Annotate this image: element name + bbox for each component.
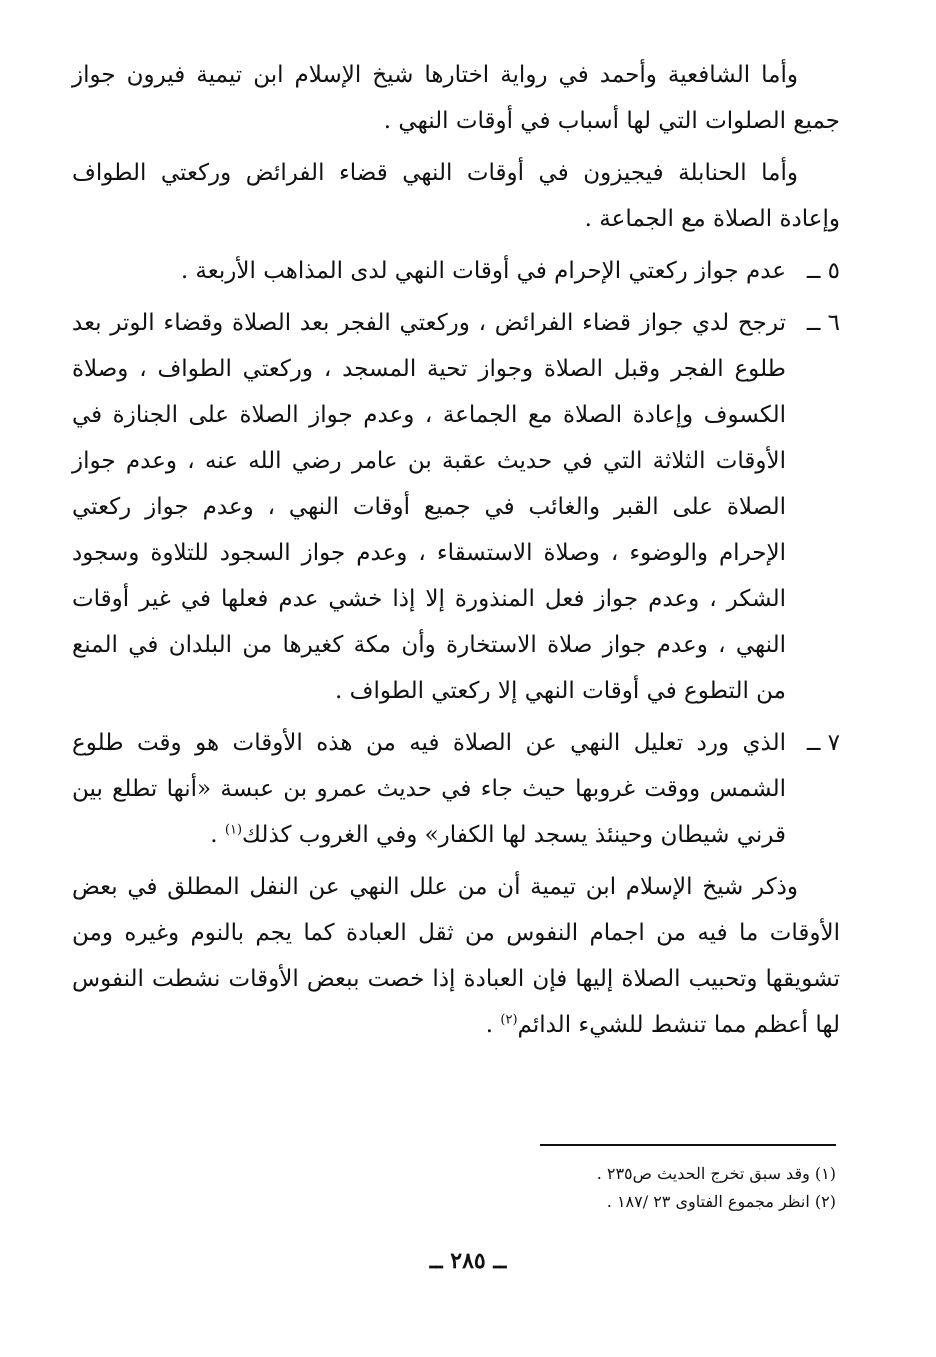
list-item-text: الذي ورد تعليل النهي عن الصلاة فيه من هذه الأوقات هو وقت طلوع الشمس ووقت غروبها حيث جاء في حديث عمرو بن عبسة «أنها تطلع بين قرني شيطان وحينئذ يسجد لها الكفار» وفي الغروب كذلك <box>72 730 786 848</box>
list-item-tail: . <box>210 822 225 848</box>
list-item-7 <box>72 720 840 858</box>
paragraph-closing <box>72 864 840 1048</box>
list-item-number: ٥ ــ <box>806 258 840 284</box>
list-item-text: عدم جواز ركعتي الإحرام في أوقات النهي لدى المذاهب الأربعة . <box>180 258 786 284</box>
page-number: ــ ٢٨٥ ــ <box>429 1248 507 1274</box>
list-item-5 <box>72 248 840 294</box>
list-item-text: ترجح لدي جواز قضاء الفرائض ، وركعتي الفجر بعد الصلاة وقضاء الوتر بعد طلوع الفجر وقبل الصلاة وجواز تحية المسجد ، وركعتي الطواف ، وصلاة الكسوف وإعادة الصلاة مع الجماعة ، وعدم جواز الصلاة على الجنازة في الأوقات الثلاثة التي في حديث عقبة بن عامر رضي الله عنه ، وعدم جواز الصلاة على القبر والغائب في جميع أوقات النهي ، وعدم جواز ركعتي الإحرام والوضوء ، وصلاة الاستسقاء ، وعدم جواز السجود للتلاوة وسجود الشكر ، وعدم جواز فعل المنذورة إلا إذا خشي عدم فعلها في غير أوقات النهي ، وعدم جواز صلاة الاستخارة وأن مكة كغيرها من البلدان في المنع من التطوع في أوقات النهي إلا ركعتي الطواف . <box>72 310 786 704</box>
list-item-number: ٦ ــ <box>806 310 840 336</box>
footnotes <box>440 1160 836 1216</box>
footnote-ref-1: (١) <box>224 822 243 838</box>
list-item-6 <box>72 300 840 714</box>
list-item-number: ٧ ــ <box>806 730 840 756</box>
page-body <box>72 52 840 1054</box>
footnote-1: (١) وقد سبق تخرج الحديث ص٢٣٥ . <box>596 1164 836 1183</box>
closing-tail: . <box>485 1012 501 1038</box>
paragraph-shafii: وأما الشافعية وأحمد في رواية اختارها شيخ الإسلام ابن تيمية فيرون جواز جميع الصلوات التي لها أسباب في أوقات النهي . <box>72 62 840 134</box>
footnote-ref-2: (٢) <box>500 1012 518 1028</box>
closing-text: وذكر شيخ الإسلام ابن تيمية أن من علل النهي عن النفل المطلق في بعض الأوقات ما فيه من اجمام النفوس من ثقل العبادة كما يجم بالنوم وغيره ومن تشويقها وتحبيب الصلاة إليها فإن العبادة إذا خصت ببعض الأوقات نشطت النفوس لها أعظم مما تنشط للشيء الدائم <box>72 874 840 1038</box>
footnote-2: (٢) انظر مجموع الفتاوى ٢٣ /١٨٧ . <box>606 1192 836 1211</box>
footnote-divider <box>540 1144 836 1146</box>
paragraph-hanbali: وأما الحنابلة فيجيزون في أوقات النهي قضاء الفرائض وركعتي الطواف وإعادة الصلاة مع الجماعة . <box>72 160 840 232</box>
